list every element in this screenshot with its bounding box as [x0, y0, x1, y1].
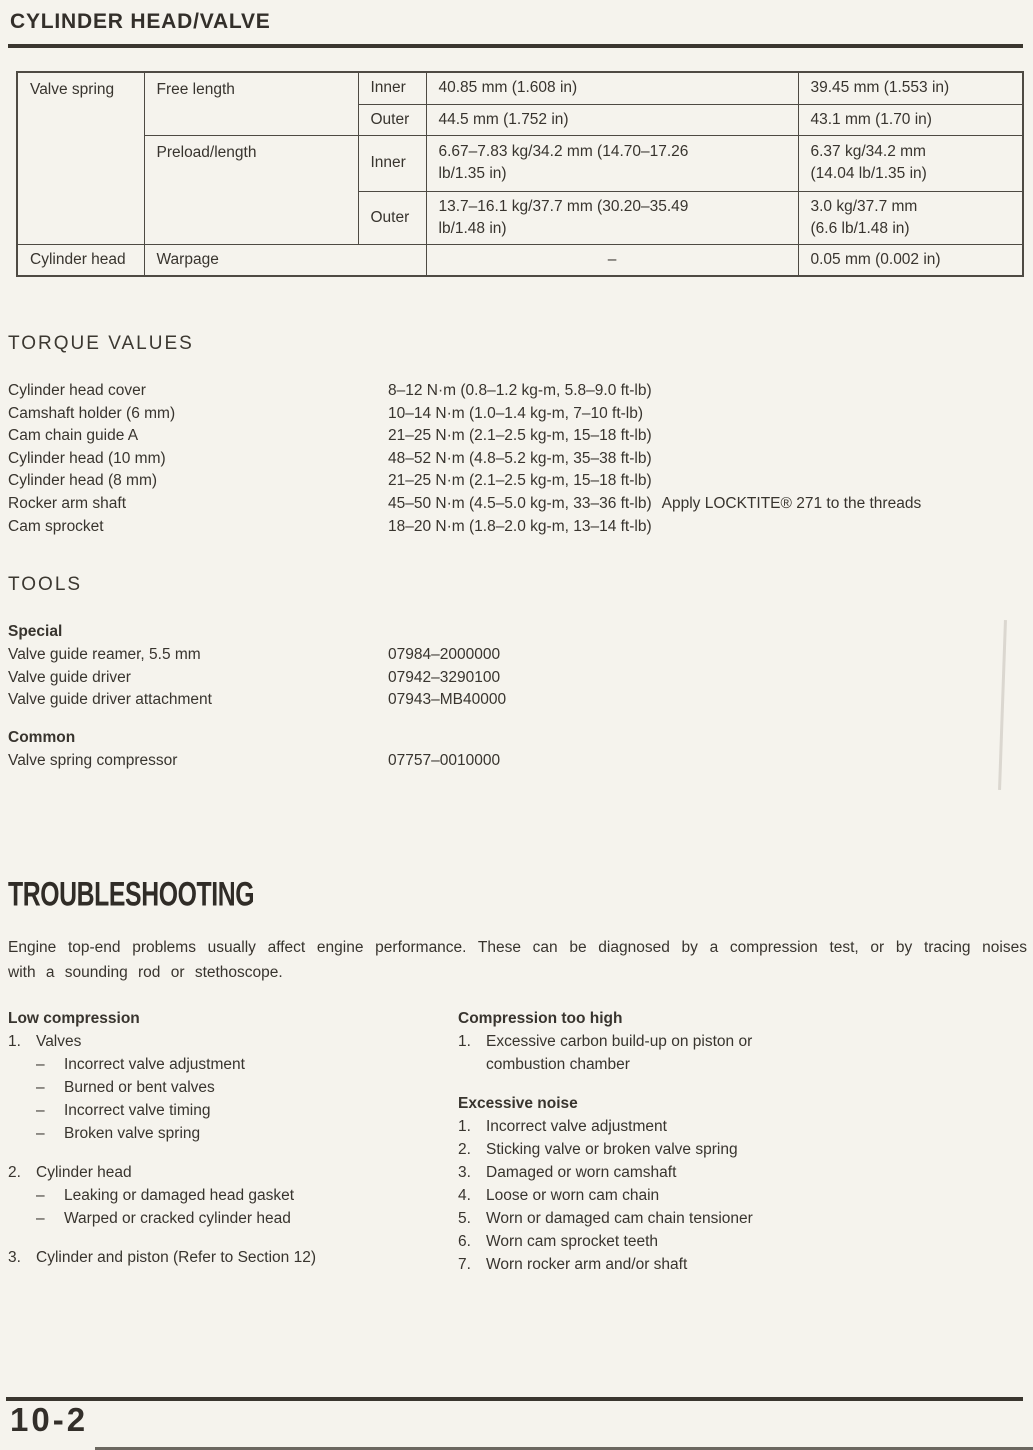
spec-cell: Inner: [358, 135, 426, 191]
ts-item: [458, 1253, 821, 1276]
kv-label: Valve guide reamer, 5.5 mm: [8, 646, 201, 663]
kv-label: Cylinder head cover: [8, 382, 146, 399]
tool-group-heading: Special: [8, 623, 63, 640]
spec-cell: 6.67–7.83 kg/34.2 mm (14.70–17.26 lb/1.35 in): [426, 135, 798, 191]
ts-item-marker: 4.: [458, 1187, 471, 1204]
spec-table-body: [17, 72, 1023, 276]
kv-label: Rocker arm shaft: [8, 494, 127, 512]
ts-item-text: Burned or bent valves: [64, 1079, 215, 1096]
ts-item-marker: 2.: [8, 1164, 21, 1181]
ts-item-marker: 7.: [458, 1256, 471, 1273]
torque-values-heading: TORQUE VALUES: [8, 333, 194, 354]
kv-value: 48–52 N·m (4.8–5.2 kg-m, 35–38 ft-lb): [388, 449, 652, 467]
ts-item: [8, 1053, 458, 1076]
ts-item: [458, 1115, 821, 1138]
kv-row: [8, 493, 1030, 516]
spec-cell: 44.5 mm (1.752 in): [426, 104, 798, 135]
tool-group: [8, 620, 1030, 712]
ts-item-text: Incorrect valve adjustment: [64, 1056, 245, 1073]
ts-item-text: Valves: [36, 1033, 82, 1050]
kv-row: [8, 667, 1030, 690]
ts-item: [8, 1099, 458, 1122]
ts-item-marker: –: [36, 1056, 45, 1073]
tool-group: [8, 726, 1030, 773]
kv-label: Camshaft holder (6 mm): [8, 404, 176, 422]
kv-label: Cylinder head (8 mm): [8, 472, 158, 490]
kv-label: Cylinder head (10 mm): [8, 449, 166, 467]
ts-group: [458, 1115, 821, 1276]
ts-item-marker: 1.: [8, 1033, 21, 1050]
spec-cell: Warpage: [144, 244, 426, 276]
kv-value: 8–12 N·m (0.8–1.2 kg-m, 5.8–9.0 ft-lb): [388, 382, 652, 399]
ts-item: [8, 1076, 458, 1099]
kv-row: [8, 425, 1030, 448]
ts-item-text: Broken valve spring: [64, 1125, 201, 1142]
ts-section-heading: Excessive noise: [458, 1095, 578, 1112]
tools-heading: TOOLS: [8, 574, 83, 595]
kv-value: 45–50 N·m (4.5–5.0 kg-m, 33–36 ft-lb): [388, 494, 652, 512]
spec-cell: Outer: [358, 191, 426, 244]
tools-groups: [8, 620, 1030, 772]
troubleshooting-heading: TROUBLESHOOTING: [8, 874, 255, 914]
ts-item: [458, 1207, 821, 1230]
ts-group: [458, 1030, 821, 1076]
ts-item-marker: 1.: [458, 1033, 471, 1050]
header-rule: [8, 44, 1023, 48]
ts-item: [8, 1207, 458, 1230]
kv-value: 21–25 N·m (2.1–2.5 kg-m, 15–18 ft-lb): [388, 427, 652, 445]
spec-cell: Cylinder head: [17, 244, 144, 276]
spec-cell: 40.85 mm (1.608 in): [426, 72, 798, 104]
spec-cell: –: [426, 244, 798, 276]
kv-label: Valve guide driver attachment: [8, 691, 212, 709]
ts-item-marker: 1.: [458, 1118, 471, 1135]
torque-list: [8, 380, 1030, 538]
spec-cell: Free length: [144, 72, 358, 135]
ts-item-text: Incorrect valve timing: [64, 1102, 211, 1119]
kv-label: Valve guide driver: [8, 668, 131, 686]
ts-item: [458, 1161, 821, 1184]
spec-row: [17, 244, 1023, 276]
ts-item-text: Worn rocker arm and/or shaft: [486, 1256, 688, 1273]
kv-row: [8, 403, 1030, 426]
ts-item: [8, 1122, 458, 1145]
ts-item: [8, 1184, 458, 1207]
ts-item: [458, 1138, 821, 1161]
page-number: 10-2: [10, 1401, 89, 1438]
spec-cell: 3.0 kg/37.7 mm (6.6 lb/1.48 in): [798, 191, 1023, 244]
kv-row: [8, 448, 1030, 471]
troubleshooting-section: [8, 874, 1027, 1292]
kv-label: Valve spring compressor: [8, 751, 178, 769]
page-title: CYLINDER HEAD/VALVE: [10, 10, 271, 33]
kv-note: Apply LOCKTITE® 271 to the threads: [661, 494, 922, 512]
kv-row: [8, 750, 1030, 773]
ts-item-text: Loose or worn cam chain: [486, 1187, 660, 1204]
ts-item-marker: 5.: [458, 1210, 471, 1227]
kv-value: 21–25 N·m (2.1–2.5 kg-m, 15–18 ft-lb): [388, 472, 652, 490]
ts-item-text: Excessive carbon build-up on piston or combustion chamber: [486, 1033, 753, 1073]
ts-item: [8, 1030, 458, 1053]
tool-group-heading: Common: [8, 728, 76, 746]
ts-item: [458, 1030, 821, 1076]
ts-item-marker: 3.: [458, 1164, 471, 1181]
kv-value: 07943–MB40000: [388, 691, 507, 709]
spec-cell: Valve spring: [17, 72, 144, 244]
ts-item: [8, 1246, 458, 1269]
ts-item-marker: –: [36, 1187, 45, 1204]
ts-item: [458, 1184, 821, 1207]
ts-item-text: Sticking valve or broken valve spring: [486, 1141, 738, 1158]
ts-item-text: Cylinder head: [36, 1164, 132, 1181]
tools-section: [8, 574, 1030, 772]
ts-section: [458, 1007, 821, 1076]
spec-row: [17, 72, 1023, 104]
troubleshooting-intro: Engine top-end problems usually affect engine performance. These can be diagnosed by a compression test, or by tracing noises with a sounding rod or stethoscope.: [8, 939, 1027, 981]
spec-table: [16, 71, 1024, 277]
kv-label: Cam sprocket: [8, 517, 104, 535]
ts-item-text: Damaged or worn camshaft: [486, 1164, 677, 1181]
ts-item-marker: –: [36, 1102, 45, 1119]
spec-cell: Preload/length: [144, 135, 358, 244]
spec-cell: 43.1 mm (1.70 in): [798, 104, 1023, 135]
ts-item-marker: 6.: [458, 1233, 471, 1250]
ts-item-marker: –: [36, 1210, 45, 1227]
kv-value: 07757–0010000: [388, 751, 501, 769]
ts-item-marker: 3.: [8, 1249, 21, 1266]
kv-value: 18–20 N·m (1.8–2.0 kg-m, 13–14 ft-lb): [388, 517, 652, 535]
kv-row: [8, 470, 1030, 493]
ts-section: [458, 1092, 821, 1276]
kv-row: [8, 689, 1030, 712]
spec-cell: Inner: [358, 72, 426, 104]
kv-label: Cam chain guide A: [8, 427, 139, 445]
ts-item-text: Worn or damaged cam chain tensioner: [486, 1210, 753, 1227]
ts-item-text: Leaking or damaged head gasket: [64, 1187, 295, 1204]
spec-cell: 6.37 kg/34.2 mm (14.04 lb/1.35 in): [798, 135, 1023, 191]
kv-value: 10–14 N·m (1.0–1.4 kg-m, 7–10 ft-lb): [388, 404, 644, 422]
spec-cell: Outer: [358, 104, 426, 135]
ts-item: [458, 1230, 821, 1253]
ts-item-marker: –: [36, 1125, 45, 1142]
ts-group: [8, 1246, 458, 1269]
ts-item-text: Cylinder and piston (Refer to Section 12): [36, 1249, 317, 1266]
ts-item-text: Warped or cracked cylinder head: [64, 1210, 291, 1227]
ts-columns: [8, 1007, 1027, 1292]
kv-row: [8, 644, 1030, 667]
kv-value: 07942–3290100: [388, 668, 501, 686]
spec-cell: 13.7–16.1 kg/37.7 mm (30.20–35.49 lb/1.48 in): [426, 191, 798, 244]
kv-row: [8, 516, 1030, 539]
ts-item: [8, 1161, 458, 1184]
ts-section: [8, 1007, 458, 1269]
torque-values-section: [8, 333, 1030, 538]
ts-item-marker: –: [36, 1079, 45, 1096]
spec-row: [17, 135, 1023, 191]
ts-item-text: Incorrect valve adjustment: [486, 1118, 667, 1135]
ts-item-marker: 2.: [458, 1141, 471, 1158]
kv-row: [8, 380, 1030, 403]
footer-rule: [6, 1397, 1023, 1401]
ts-item-text: Worn cam sprocket teeth: [486, 1233, 659, 1250]
kv-value: 07984–2000000: [388, 646, 501, 663]
ts-group: [8, 1030, 458, 1145]
ts-section-heading: Compression too high: [458, 1010, 623, 1027]
ts-group: [8, 1161, 458, 1230]
ts-section-heading: Low compression: [8, 1010, 140, 1027]
ts-column: [8, 1007, 458, 1292]
spec-cell: 39.45 mm (1.553 in): [798, 72, 1023, 104]
ts-column: [458, 1007, 821, 1292]
spec-cell: 0.05 mm (0.002 in): [798, 244, 1023, 276]
